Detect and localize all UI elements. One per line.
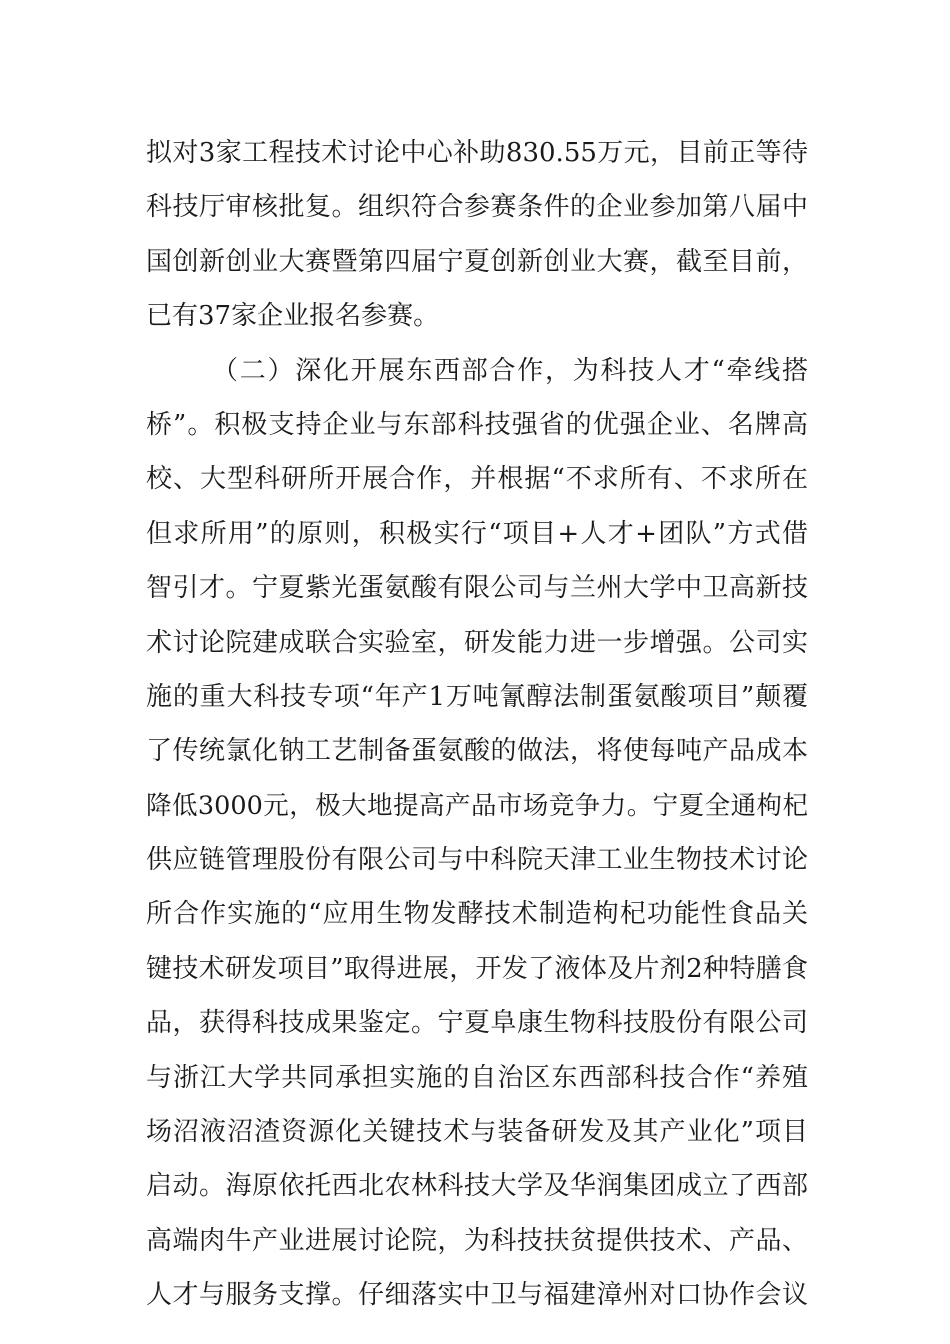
text-line: 供应链管理股份有限公司与中科院天津工业生物技术讨论 <box>146 845 808 876</box>
text-line: 但求所用”的原则，积极实行“项目+人才+团队”方式借 <box>146 518 808 549</box>
body-text <box>146 126 808 1323</box>
text-line: 国创新创业大赛暨第四届宁夏创新创业大赛，截至目前， <box>146 246 808 277</box>
text-line: 与浙江大学共同承担实施的自治区东西部科技合作“养殖 <box>146 1062 808 1093</box>
text-line: 智引才。宁夏紫光蛋氨酸有限公司与兰州大学中卫高新技 <box>146 573 808 604</box>
text-line: 人才与服务支撑。仔细落实中卫与福建漳州对口协作会议 <box>146 1280 808 1311</box>
text-line: 科技厅审核批复。组织符合参赛条件的企业参加第八届中 <box>146 192 808 223</box>
text-line: 桥”。积极支持企业与东部科技强省的优强企业、名牌高 <box>146 409 808 440</box>
text-line: 术讨论院建成联合实验室，研发能力进一步增强。公司实 <box>146 627 808 658</box>
text-line: 所合作实施的“应用生物发酵技术制造枸杞功能性食品关 <box>146 899 808 930</box>
text-line: 场沼液沼渣资源化关键技术与装备研发及其产业化”项目 <box>146 1117 808 1148</box>
text-line: 降低3000元，极大地提高产品市场竞争力。宁夏全通枸杞 <box>146 790 808 821</box>
text-line: 键技术研发项目”取得进展，开发了液体及片剂2种特膳食 <box>146 953 808 984</box>
text-line: 品，获得科技成果鉴定。宁夏阜康生物科技股份有限公司 <box>146 1008 808 1039</box>
section-heading-line: （二）深化开展东西部合作，为科技人才“牵线搭 <box>212 355 808 386</box>
text-line: 了传统氯化钠工艺制备蛋氨酸的做法，将使每吨产品成本 <box>146 736 808 767</box>
text-line: 施的重大科技专项“年产1万吨氰醇法制蛋氨酸项目”颠覆 <box>146 681 808 712</box>
text-line: 启动。海原依托西北农林科技大学及华润集团成立了西部 <box>146 1171 808 1202</box>
text-line: 高端肉牛产业进展讨论院，为科技扶贫提供技术、产品、 <box>146 1225 808 1256</box>
paragraph-end-line: 已有37家企业报名参赛。 <box>146 301 440 332</box>
text-line: 校、大型科研所开展合作，并根据“不求所有、不求所在 <box>146 464 808 495</box>
text-line: 拟对3家工程技术讨论中心补助830.55万元，目前正等待 <box>146 138 808 168</box>
